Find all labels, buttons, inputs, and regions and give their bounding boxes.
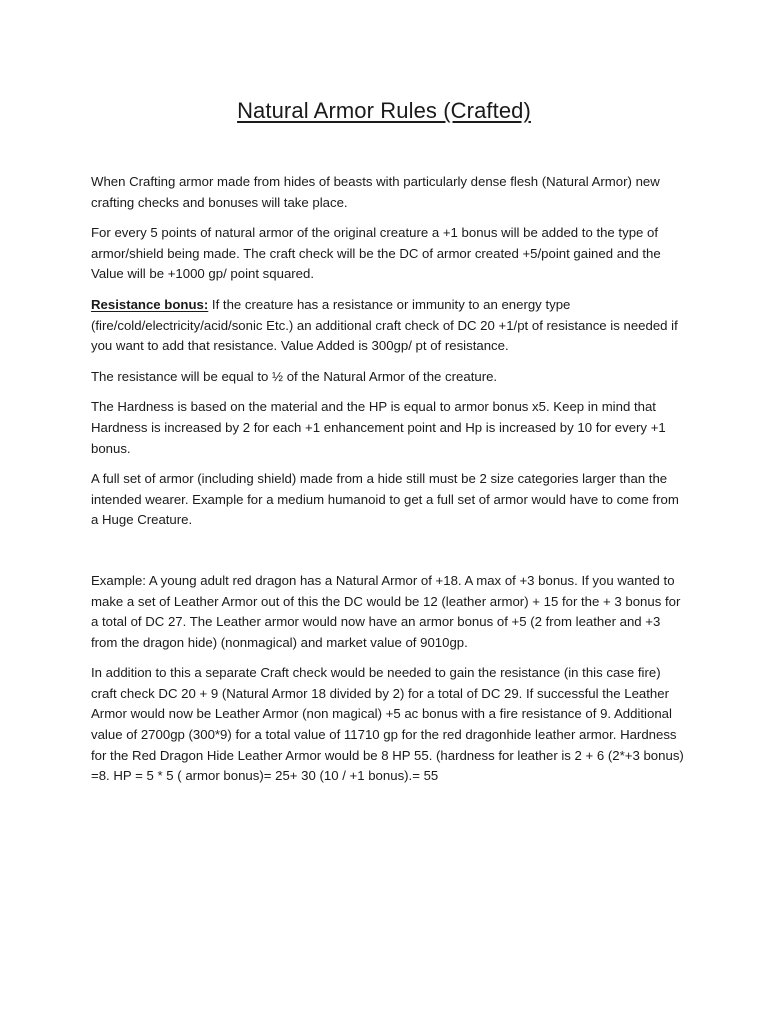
- size-category-paragraph: A full set of armor (including shield) made from a hide still must be 2 size categories larger than the intended wearer. Example for a medium humanoid to get a full set of armor would have to come from a Huge Creature.: [91, 471, 679, 528]
- document-body: [91, 172, 687, 797]
- resistance-amount-paragraph: The resistance will be equal to ½ of the Natural Armor of the creature.: [91, 368, 498, 384]
- section-spacer: [91, 541, 687, 571]
- resistance-bonus-text: If the creature has a resistance or immunity to an energy type (fire/cold/electricity/acid/sonic Etc.) an additional craft check of DC 20 +1/pt of resistance is needed if you want to add that resistance. Value Added is 300gp/ pt of resistance.: [91, 296, 678, 354]
- hardness-paragraph: The Hardness is based on the material and the HP is equal to armor bonus x5. Keep in mind that Hardness is increased by 2 for each +1 enhancement point and Hp is increased by 10 for every +1 bonus.: [91, 399, 666, 456]
- resistance-bonus-term: Resistance bonus:: [91, 296, 209, 312]
- natural-armor-bonus-paragraph: For every 5 points of natural armor of the original creature a +1 bonus will be added to the type of armor/shield being made. The craft check will be the DC of armor created +5/point gained and the Value will be +1000 gp/ point squared.: [91, 225, 661, 282]
- intro-paragraph: When Crafting armor made from hides of beasts with particularly dense flesh (Natural Armor) new crafting checks and bonuses will take place.: [91, 174, 660, 210]
- page-title: Natural Armor Rules (Crafted): [237, 98, 531, 123]
- resistance-bonus-paragraph: [91, 295, 687, 357]
- example-paragraph: Example: A young adult red dragon has a Natural Armor of +18. A max of +3 bonus. If you wanted to make a set of Leather Armor out of this the DC would be 12 (leather armor) + 15 for the + 3 bonus for a total of DC 27. The Leather armor would now have an armor bonus of +5 (2 from leather and +3 from the dragon hide) (nonmagical) and market value of 9010gp.: [91, 572, 681, 650]
- example-resistance-paragraph: In addition to this a separate Craft check would be needed to gain the resistance (in this case fire) craft check DC 20 + 9 (Natural Armor 18 divided by 2) for a total of DC 29. If successful the Leather Armor would now be Leather Armor (non magical) +5 ac bonus with a fire resistance of 9. Additional value of 2700gp (300*9) for a total value of 11710 gp for the red dragonhide leather armor. Hardness for the Red Dragon Hide Leather Armor would be 8 HP 55. (hardness for leather is 2 + 6 (2*+3 bonus) =8. HP = 5 * 5 ( armor bonus)= 25+ 30 (10 / +1 bonus).= 55: [91, 665, 684, 784]
